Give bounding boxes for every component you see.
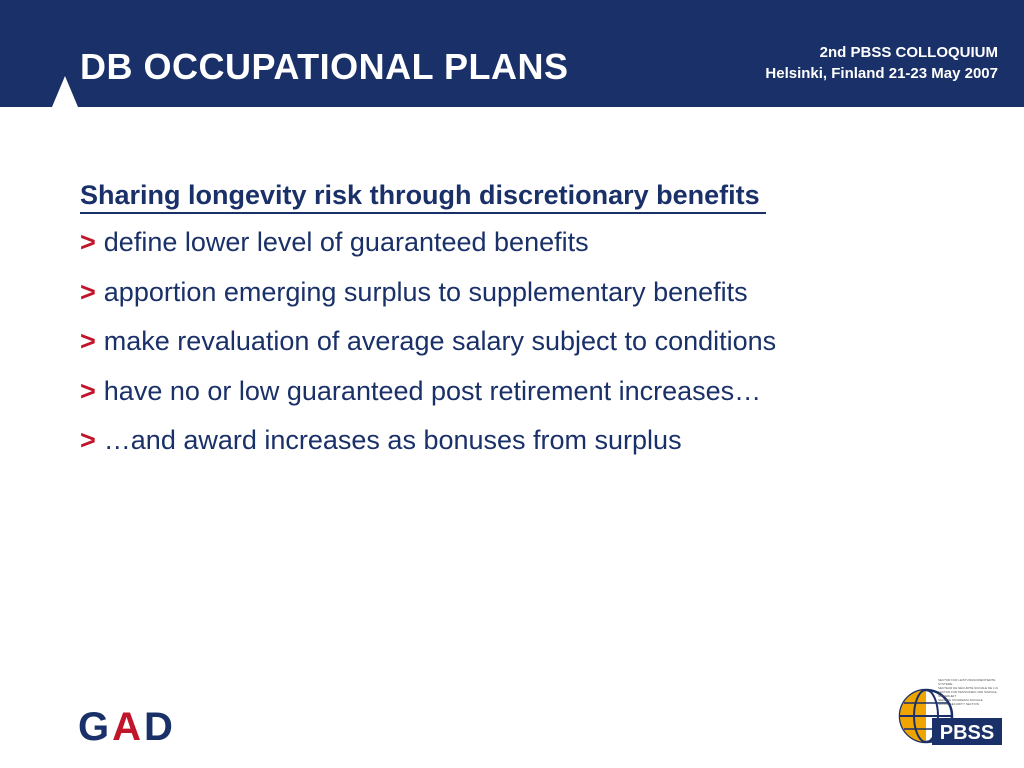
pbss-subtext-line: SEZIONE SICUREZZA SOCIALE bbox=[938, 698, 983, 702]
bullet-text: make revaluation of average salary subject to conditions bbox=[103, 326, 777, 356]
pbss-subtext-line: SEKTOR FÜR PENSIONEN UND SOZIALE SICHERHEIT bbox=[938, 690, 997, 698]
bullet-text: apportion emerging surplus to supplementary benefits bbox=[103, 276, 748, 307]
bullet-list bbox=[80, 218, 980, 466]
bullet-item bbox=[80, 367, 980, 417]
pbss-subtext-line: SOCIAL SECURITY SECTION bbox=[938, 702, 980, 706]
bullet-item bbox=[80, 416, 980, 466]
slide-content bbox=[80, 178, 980, 466]
conference-info bbox=[765, 42, 998, 84]
pbss-logo-subtext bbox=[938, 678, 1000, 706]
pbss-wordmark: PBSS bbox=[939, 722, 995, 744]
pbss-subtext-line: SECTOR FÜR LEISTUNGSORIENTIERTE SYSTEME bbox=[938, 678, 996, 686]
header-notch bbox=[52, 76, 78, 107]
bullet-marker: > bbox=[80, 227, 96, 257]
bullet-item bbox=[80, 317, 980, 367]
conference-location-date: Helsinki, Finland 21-23 May 2007 bbox=[765, 65, 998, 82]
gad-logo-letter: D bbox=[144, 705, 176, 749]
bullet-marker: > bbox=[80, 276, 96, 307]
gad-logo bbox=[78, 707, 176, 747]
bullet-marker: > bbox=[80, 326, 96, 356]
bullet-item bbox=[80, 268, 980, 318]
bullet-item bbox=[80, 218, 980, 268]
bullet-text: have no or low guaranteed post retirement increases… bbox=[103, 375, 762, 406]
bullet-text: define lower level of guaranteed benefits bbox=[103, 227, 589, 257]
bullet-marker: > bbox=[80, 425, 96, 455]
gad-logo-letter: A bbox=[112, 705, 145, 749]
bullet-marker: > bbox=[80, 375, 96, 406]
pbss-subtext-line: SECTEUR DE SÉCURITÉ SOCIALE DE L'AI bbox=[938, 686, 999, 690]
bullet-text: …and award increases as bonuses from surplus bbox=[103, 425, 682, 455]
slide-title: DB OCCUPATIONAL PLANS bbox=[80, 46, 569, 87]
section-heading: Sharing longevity risk through discretionary benefits bbox=[80, 178, 766, 214]
gad-logo-letter: G bbox=[78, 705, 113, 749]
conference-name: 2nd PBSS COLLOQUIUM bbox=[819, 44, 998, 61]
